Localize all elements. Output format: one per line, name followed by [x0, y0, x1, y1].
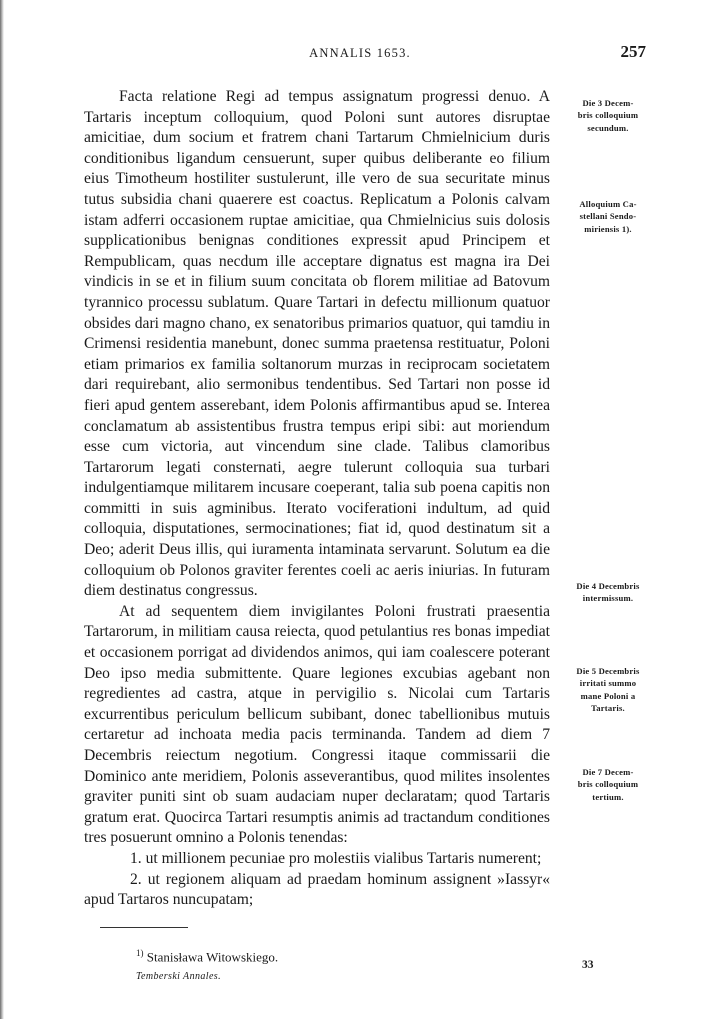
printer-signature: Temberski Annales. [136, 971, 221, 982]
footnote [136, 948, 278, 965]
margin-note-5 [560, 766, 656, 803]
margin-note-line: miriensis 1). [584, 223, 632, 234]
margin-note-line: bris colloquium [577, 779, 639, 790]
margin-note-line: Alloquium Ca- [579, 199, 637, 209]
margin-note-line: intermissum. [582, 593, 634, 604]
binding-shadow [0, 0, 4, 1019]
footnote-marker: 1) [136, 948, 144, 958]
footnote-text: Stanisława Witowskiego. [146, 949, 279, 965]
margin-note-1 [560, 97, 656, 134]
paragraph-2: At ad sequentem diem invigilantes Poloni frustrati praesentia Tartarorum, in militiam causa reiecta, quod petulantius res bonas impediat et occasionem porrigat ad dividendos animos, qui iam coalescere poterant Deo ipso media submittente. Quare legiones excubias agebant non regredientes ad castra, atque in pervigilio s. Nicolai cum Tartaris excurrentibus periculum bellicum subibant, donec tabellionibus mutuis certaretur ad inchoata media pacis terminanda. Tandem ad diem 7 Decembris reiectum negotium. Congressi itaque commissarii die Dominico ante meridiem, Polonis asseverantibus, quod milites insolentes graviter puniti sint ob suam audaciam nuper declaratam; quod Tartaris gratum erat. Quocirca Tartari resumptis animis ad tractandum conditiones tres posuerunt omnino a Polonis tenendas: [84, 602, 550, 847]
body-text [84, 87, 550, 911]
margin-note-3 [560, 580, 656, 605]
list-item-1: 1. ut millionem pecuniae pro molestiis vialibus Tartaris numerent; [130, 849, 542, 867]
margin-note-line: Die 3 Decem- [582, 98, 634, 108]
list-item-2: 2. ut regionem aliquam ad praedam hominum assignent »Iassyr« apud Tartaros nuncupatam; [84, 870, 550, 909]
margin-note-line: secundum. [587, 122, 629, 133]
margin-note-line: Die 5 Decembris [576, 666, 640, 676]
margin-note-line: tertium. [592, 791, 624, 802]
page-header [0, 44, 720, 68]
paragraph-1: Facta relatione Regi ad tempus assignatum progressi denuo. A Tartaris inceptum colloquium, quod Poloni sunt autores disruptae amicitiae, dum socium et fratrem chani Tartarum Chmielnicium duris conditionibus ligandum censuerunt, super quibus deliberante eo filium eius Timotheum hostiliter sustulerunt, ille vero de sua securitate minus tutus subsidia chani quaerere est coactus. Replicatum a Polonis calvam istam adferri occasionem ruptae amicitiae, qua Chmielnicius suis dolosis supplicationibus benignas conditiones expressit apud Principem et Rempublicam, quas necdum ille acceptare dignatus est magna ira Dei vindicis in se et in filium suum concitata ob florem militiae ad Batovum tyrannico processu sublatum. Quare Tartari in defectu millionum quatuor obsides dari magno chano, ex senatoribus primarios quatuor, qui tamdiu in Crimensi residentia manebunt, donec summa praetensa restituatur, Poloni etiam primarios ex familia soltanorum murzas in reciprocam societatem dari requirebant, alio sermonibus tendentibus. Sed Tartari non posse id fieri apud gentem asserebant, idem Polonis affirmantibus apud se. Interea conclamatum ab assistentibus frustra tempus eripi sibi: aut moriendum esse cum victoria, aut vincendum sine clade. Talibus clamoribus Tartarorum legati consternati, aegre tulerunt colloquia sua turbari indulgentiamque militarem incusare coeperant, talia sub poena capitis non committi in suis agminibus. Iterato vociferationi indultum, ad quid colloquia, disputationes, sermocinationes; fiat id, quod destinatum sit a Deo; aderit Deus illis, qui iuramenta intaminata servarunt. Solutum ea die colloquium ob Polonos graviter ferentes coeli ac aeris iniurias. In futuram diem destinatus congressus. [84, 88, 550, 600]
margin-note-2 [560, 198, 656, 235]
running-head: ANNALIS 1653. [309, 46, 411, 60]
margin-note-line: bris colloquium [577, 110, 639, 121]
margin-note-line: Tartaris. [591, 703, 625, 714]
margin-note-line: stellani Sendo- [579, 211, 637, 222]
sheet-number: 33 [582, 959, 594, 971]
margin-note-line: Die 4 Decembris [576, 581, 640, 591]
margin-note-line: mane Poloni a [580, 690, 636, 701]
margin-note-line: Die 7 Decem- [582, 767, 634, 777]
margin-note-4 [560, 665, 656, 715]
footnote-divider [100, 927, 188, 928]
page-number: 257 [620, 42, 646, 61]
margin-note-line: irritati summo [579, 678, 637, 689]
